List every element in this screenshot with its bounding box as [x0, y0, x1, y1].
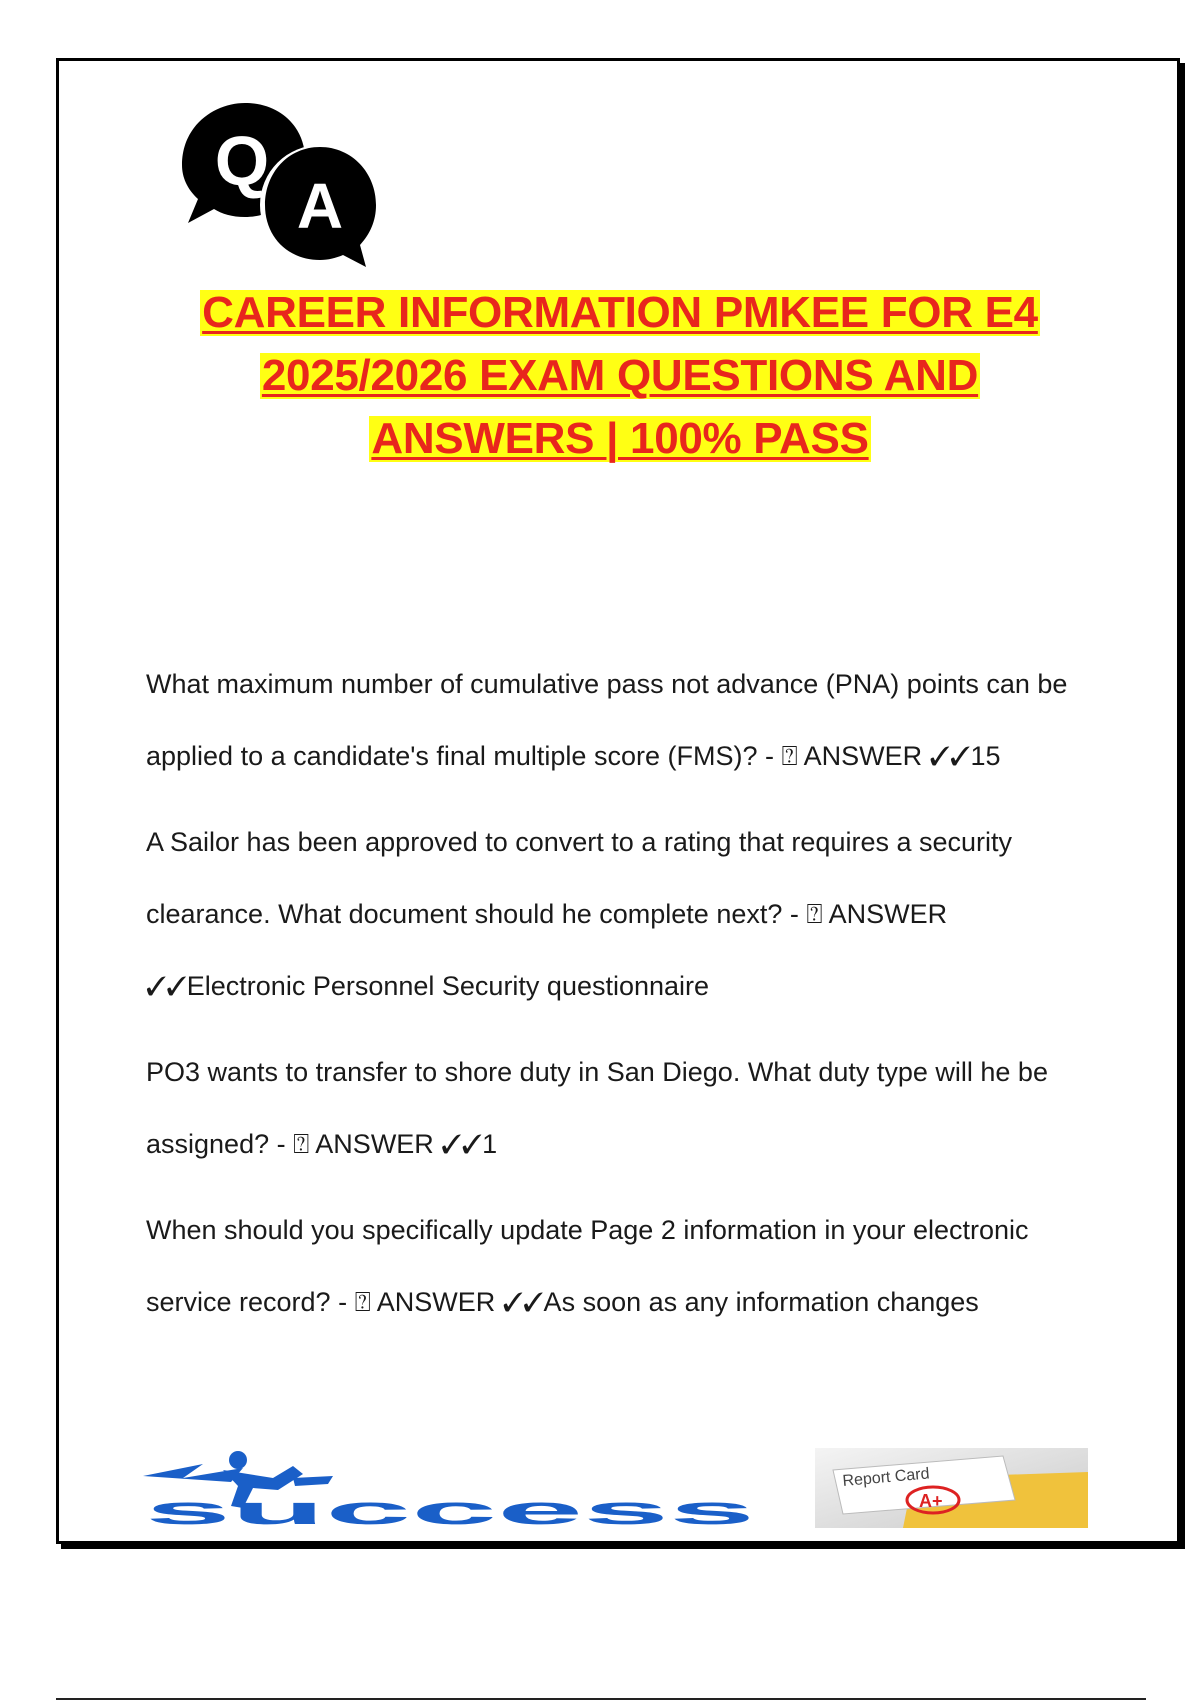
success-word: success	[145, 1489, 755, 1528]
report-card-image	[815, 1448, 1088, 1528]
document-title	[100, 290, 1140, 479]
qa-item-4: When should you specifically update Page 2 information in your electronic service record? - ⍰ ANSWER ✓✓As soon as any information changes	[146, 1215, 1029, 1317]
report-card-label: Report Card	[841, 1465, 931, 1490]
qa-item-2: A Sailor has been approved to convert to a rating that requires a security clearance. What document should he complete next? - ⍰ ANSWER ✓✓Electronic Personnel Security questionnaire	[146, 827, 1013, 1001]
grade-mark: A+	[919, 1491, 943, 1511]
qa-list	[146, 648, 1106, 1352]
qa-item-3: PO3 wants to transfer to shore duty in San Diego. What duty type will he be assigned? - ⍰ ANSWER ✓✓1	[146, 1057, 1048, 1159]
title-line-2: 2025/2026 EXAM QUESTIONS AND	[261, 351, 979, 400]
q-letter: Q	[214, 122, 270, 200]
title-line-1: CAREER INFORMATION PMKEE FOR E4	[202, 288, 1038, 337]
qa-item-1: What maximum number of cumulative pass not advance (PNA) points can be applied to a candidate's final multiple score (FMS)? - ⍰ ANSWER ✓✓15	[146, 669, 1068, 771]
runner-icon	[229, 1451, 247, 1469]
success-graphic	[143, 1451, 755, 1528]
a-letter: A	[296, 170, 344, 242]
qa-bubbles-logo	[170, 95, 400, 270]
success-banner	[143, 1448, 1088, 1528]
a-bubble-icon	[260, 145, 380, 267]
title-line-3: ANSWERS | 100% PASS	[371, 414, 869, 463]
